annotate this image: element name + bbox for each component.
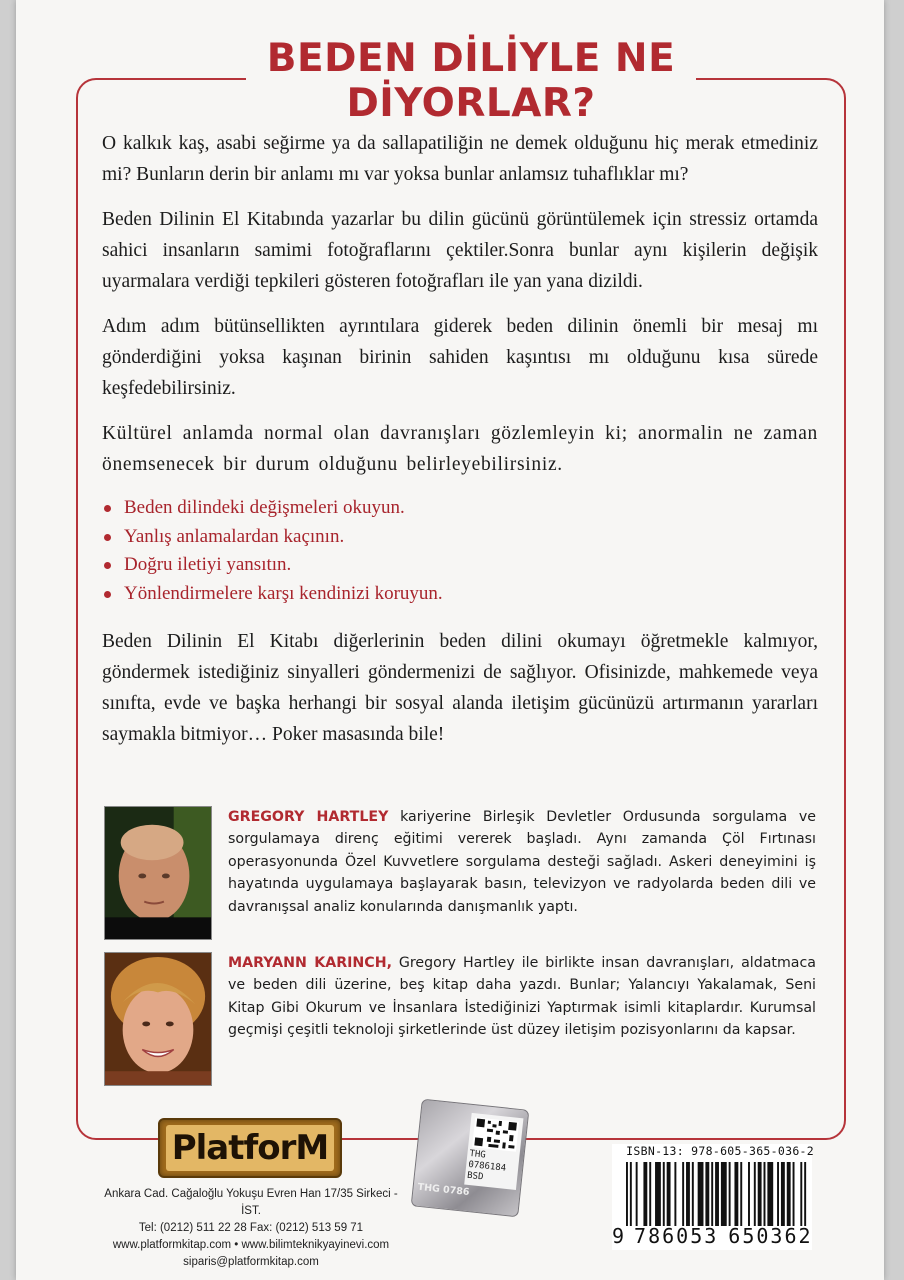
barcode-bar: [804, 1162, 806, 1226]
barcode-bar: [711, 1162, 713, 1226]
logo-text: PlatforM: [166, 1125, 335, 1171]
barcode-bar: [754, 1162, 756, 1226]
hologram-sticker: [411, 1099, 530, 1218]
paragraph-4: Kültürel anlamda normal olan davranışları gözlemleyin ki; anormalin ne zaman önemsenecek bir durum olduğunu belirleyebilirsiniz.: [102, 423, 818, 475]
publisher-email: siparis@platformkitap.com: [183, 1256, 319, 1268]
barcode-bar: [674, 1162, 676, 1226]
barcode-digits: [612, 1224, 812, 1248]
barcode-digit-group-2: 650362: [728, 1224, 813, 1248]
author-maryann-karinch: [104, 952, 816, 1088]
barcode-bar: [698, 1162, 704, 1226]
title-line-1: BEDEN DİLİYLE NE: [266, 36, 676, 81]
barcode-digit-group-1: 786053: [634, 1224, 719, 1248]
barcode-bar: [729, 1162, 731, 1226]
main-text: [102, 128, 818, 764]
barcode-bar: [663, 1162, 665, 1226]
author-bio-hartley: GREGORY HARTLEY kariyerine Birleşik Devletler Ordusunda sorgulama ve sorgulamaya direnç eğitimi vererek başladı. Aynı zamanda Çöl Fırtınası operasyonunda Özel Kuvvetlere sorgulama desteği sağladı. Askeri deneyimini iş hayatında uygulamaya başlayarak basın, televizyon ve radyolarda beden dili ve davranışsal analiz konularında danışmanlık yaptı.: [228, 809, 816, 915]
author-bio-karinch: MARYANN KARINCH, Gregory Hartley ile birlikte insan davranışları, aldatmaca ve beden dili üzerine, beş kitap daha yazdı. Bunlar; Yalancıyı Yakalamak, Seni Kitap Gibi Okurum ve İnsanlara İstediğinizi Yaptırmak isimli kitaplardır. Kurumsal geçmişi çeşitli teknoloji şirketlerinde üst düzey iletişim pozisyonlarını da kapsar.: [228, 955, 816, 1039]
barcode-bar: [667, 1162, 671, 1226]
publisher-websites: www.platformkitap.com • www.bilimteknikyayinevi.com: [112, 1239, 390, 1251]
barcode-icon: [626, 1162, 810, 1226]
barcode-bar: [787, 1162, 791, 1226]
barcode-bar: [777, 1162, 779, 1226]
barcode-bar: [636, 1162, 638, 1226]
publisher-address: Ankara Cad. Cağaloğlu Yokuşu Evren Han 17/35 Sirkeci - İST.: [104, 1188, 398, 1217]
barcode-bar: [715, 1162, 719, 1226]
barcode-bar: [734, 1162, 738, 1226]
paragraph-1: O kalkık kaş, asabi seğirme ya da sallapatiliğin ne demek olduğunu hiç merak etmediniz mi? Bunların derin bir anlamı mı var yoksa bunlar anlamsız tuhaflıklar mı?: [102, 133, 818, 185]
bullet-list: [102, 494, 818, 608]
publisher-phone: Tel: (0212) 511 22 28 Fax: (0212) 513 59 71: [138, 1222, 364, 1234]
author-gregory-hartley: [104, 806, 816, 942]
barcode-bar: [764, 1162, 766, 1226]
author-name-karinch: MARYANN KARINCH,: [228, 955, 392, 971]
barcode-bar: [626, 1162, 628, 1226]
isbn-label: ISBN-13: 978-605-365-036-2: [626, 1144, 814, 1158]
sticker-bottom-text: THG 0786: [417, 1181, 470, 1199]
closing-paragraph: Beden Dilinin El Kitabı diğerlerinin beden dilini okumayı öğretmekle kalmıyor, göndermek istediğiniz sinyalleri göndermenizi de sağlıyor. Ofisinizde, mahkemede veya sınıfta, evde ve başka herhangi bir sosyal alanda iletişim gücünüzü artırmanın yararları saymakla bitmiyor… Poker masasında bile!: [102, 631, 818, 745]
barcode-bar: [686, 1162, 690, 1226]
bullet-icon: [104, 591, 111, 598]
barcode-bar: [748, 1162, 750, 1226]
paragraph-2: Beden Dilinin El Kitabında yazarlar bu dilin gücünü görüntülemek için stressiz ortamda sahici insanların samimi fotoğraflarını çektiler.Sonra bunlar aynı kişilerin değişik uyarmalara verdiği tepkileri gösteren fotoğrafları ile yan yana dizildi.: [102, 209, 818, 292]
list-item: Beden dilindeki değişmeleri okuyun.: [102, 494, 818, 523]
barcode-bar: [649, 1162, 651, 1226]
publisher-logo: [158, 1118, 342, 1178]
barcode-bar: [721, 1162, 727, 1226]
barcode-bar: [705, 1162, 709, 1226]
barcode-bar: [758, 1162, 762, 1226]
barcode-bar: [692, 1162, 694, 1226]
qr-code-icon: [468, 1113, 523, 1154]
barcode-digit-prefix: 9: [612, 1224, 625, 1248]
sticker-text: THG 0786184 BSD: [466, 1148, 507, 1183]
barcode-bar: [682, 1162, 684, 1226]
author-photo-karinch: [104, 952, 212, 1086]
list-item: Yanlış anlamalardan kaçının.: [102, 523, 818, 552]
barcode-bar: [800, 1162, 802, 1226]
bullet-icon: [104, 505, 111, 512]
barcode-bar: [655, 1162, 661, 1226]
publisher-info: [96, 1186, 406, 1271]
author-photo-hartley: [104, 806, 212, 940]
author-name-hartley: GREGORY HARTLEY: [228, 809, 389, 825]
barcode-bar: [781, 1162, 785, 1226]
bullet-icon: [104, 562, 111, 569]
barcode-bar: [793, 1162, 795, 1226]
list-item: Yönlendirmelere karşı kendinizi koruyun.: [102, 580, 818, 609]
page-title: [246, 36, 696, 126]
title-line-2: DİYORLAR?: [346, 81, 596, 126]
bullet-icon: [104, 534, 111, 541]
barcode-bar: [630, 1162, 632, 1226]
barcode-bar: [767, 1162, 773, 1226]
barcode-bar: [740, 1162, 742, 1226]
paragraph-3: Adım adım bütünsellikten ayrıntılara giderek beden dilinin önemli bir mesaj mı gönderdiğini yoksa kaşınan birinin sahiden kaşıntısı mı olduğunu kısa sürede keşfedebilirsiniz.: [102, 316, 818, 399]
list-item: Doğru iletiyi yansıtın.: [102, 551, 818, 580]
barcode-bar: [643, 1162, 647, 1226]
